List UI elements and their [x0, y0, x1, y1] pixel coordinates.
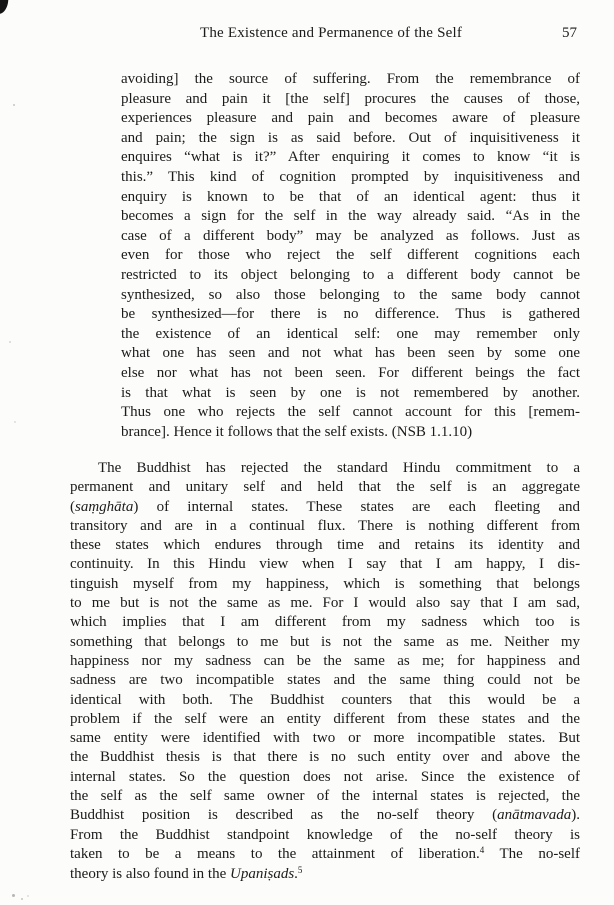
text-line: permanent and unitary self and held that the self is an aggregate [70, 479, 580, 496]
scan-artifact-corner [0, 0, 10, 15]
text-line: case of a different body” may be analyzed as follows. Just as [121, 227, 580, 244]
scan-speck [21, 898, 23, 900]
text-line: Thus one who rejects the self cannot account for this [remem- [121, 404, 580, 421]
block-quote [121, 70, 580, 442]
text-line: something that belongs to me but is not the same as me. Neither my [70, 633, 580, 650]
text-line: be synthesized—for there is no difference. Thus is gathered [121, 306, 580, 323]
text-line: (saṃghāta) of internal states. These states are each fleeting and [70, 498, 580, 515]
text-line: to me but is not the same as me. For I would also say that I am sad, [70, 595, 580, 612]
scan-speck [12, 894, 15, 897]
text-line: experiences pleasure and pain and becomes aware of pleasure [121, 110, 580, 127]
text-line: even for those who reject the self different cognitions each [121, 247, 580, 264]
text-line: avoiding] the source of suffering. From the remembrance of [121, 71, 580, 87]
text-line: the existence of an identical self: one may remember only [121, 325, 580, 342]
text-line: same entity were identified with two or more incompatible states. But [70, 730, 580, 747]
text-line: identical with both. The Buddhist counters that this would be a [70, 691, 580, 708]
text-line: becomes a sign for the self in the way already said. “As in the [121, 208, 580, 225]
text-line: The Buddhist has rejected the standard Hindu commitment to a [98, 460, 580, 476]
text-line: internal states. So the question does not arise. Since the existence of [70, 768, 580, 785]
text-line: which implies that I am different from my sadness which too is [70, 614, 580, 631]
running-header-title: The Existence and Permanence of the Self [199, 25, 463, 41]
body-paragraph [70, 459, 580, 886]
text-line: From the Buddhist standpoint knowledge of the no-self theory is [70, 826, 580, 843]
text-line: else nor what has not been seen. For different beings the fact [121, 364, 580, 381]
text-line: this.” This kind of cognition prompted by inquisitiveness and [121, 168, 580, 185]
text-line: synthesized, so also those belonging to the same body cannot [121, 286, 580, 303]
text-line: is that what is seen by one is not remembered by another. [121, 384, 580, 401]
text-line: and pain; the sign is as said before. Out of inquisitiveness it [121, 129, 580, 146]
scan-speck [13, 104, 15, 106]
text-line: enquires “what is it?” After enquiring it comes to know “it is [121, 149, 580, 166]
text-line: these states which endures through time and retains its identity and [70, 537, 580, 554]
text-line: continuity. In this Hindu view when I say that I am happy, I dis- [70, 556, 580, 573]
text-line: the self as the self same owner of the internal states is rejected, the [70, 788, 580, 805]
text-line: problem if the self were an entity different from these states and the [70, 710, 580, 727]
text-line: the Buddhist thesis is that there is no such entity over and above the [70, 749, 580, 766]
text-line: happiness nor my sadness can be the same as me; for happiness and [70, 652, 580, 669]
running-header [70, 25, 580, 41]
text-line: transitory and are in a continual flux. There is nothing different from [70, 517, 580, 534]
text-line: what one has seen and not what has been seen by some one [121, 345, 580, 362]
scan-speck [27, 895, 29, 897]
text-line: enquiry is known to be that of an identical agent: thus it [121, 188, 580, 205]
text-line: restricted to its object belonging to a different body cannot be [121, 266, 580, 283]
scan-speck [14, 421, 16, 423]
text-line: brance]. Hence it follows that the self exists. (NSB 1.1.10) [121, 423, 473, 440]
text-line: tinguish myself from my happiness, which is something that belongs [70, 575, 580, 592]
text-line: sadness are two incompatible states and the same thing could not be [70, 672, 580, 689]
page-number: 57 [562, 25, 577, 41]
text-line: theory is also found in the Upaniṣads.$^5$ [70, 865, 303, 883]
scan-speck [9, 341, 11, 343]
text-line: Buddhist position is described as the no-self theory (anātmavada). [70, 807, 580, 824]
text-line: taken to be a means to the attainment of liberation.$^4$ The no-self [70, 844, 580, 862]
text-line: pleasure and pain it [the self] procures the causes of those, [121, 90, 580, 107]
